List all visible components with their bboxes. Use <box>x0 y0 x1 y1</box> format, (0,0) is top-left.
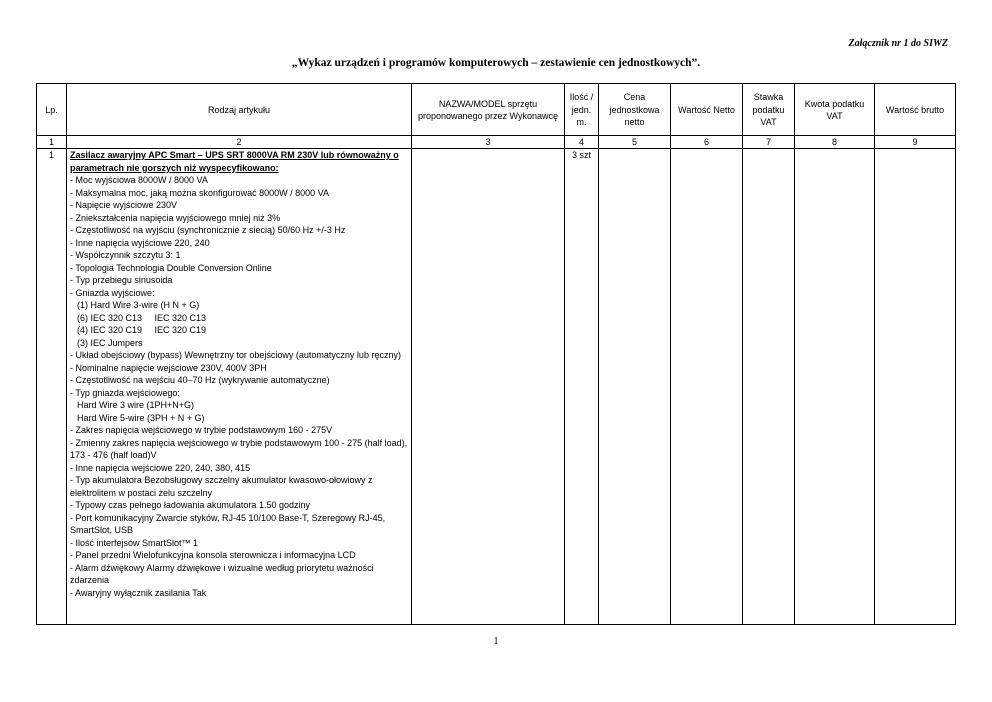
column-number: 4 <box>565 136 599 149</box>
spec-line: - Gniazda wyjściowe: <box>70 287 155 298</box>
spec-line: (3) IEC Jumpers <box>77 337 143 348</box>
annex-label: Załącznik nr 1 do SIWZ <box>848 38 948 49</box>
qty-cell: 3 szt <box>565 149 599 625</box>
column-number: 6 <box>671 136 743 149</box>
spec-line: - Typ akumulatora Bezobsługowy szczelny akumulator kwasowo-ołowiowy z elektrolitem w postaci żelu szczelny <box>70 475 373 498</box>
table-header-row <box>37 84 956 136</box>
spec-line: (6) IEC 320 C13 IEC 320 C13 <box>77 312 207 323</box>
column-number: 9 <box>875 136 956 149</box>
spec-line: - Alarm dźwiękowy Alarmy dźwiękowe i wizualne według priorytetu ważności zdarzenia <box>70 562 374 585</box>
header-net-value: Wartość Netto <box>671 84 743 136</box>
spec-line: - Nominalne napięcie wejściowe 230V, 400V 3PH <box>70 362 267 373</box>
spec-line: - Inne napięcia wejściowe 220, 240, 380, 415 <box>70 462 251 473</box>
spec-line: - Typowy czas pełnego ładowania akumulatora 1.50 godziny <box>70 500 310 510</box>
spec-line: - Awaryjny wyłącznik zasilania Tak <box>70 587 207 598</box>
column-number: 7 <box>743 136 795 149</box>
unit-price-cell[interactable] <box>599 149 671 625</box>
header-qty: Ilość / jedn. m. <box>565 84 599 136</box>
spec-line: - Maksymalna moc, jaką można skonfigurować 8000W / 8000 VA <box>70 187 329 198</box>
spec-line: - Typ gniazda wejściowego: <box>70 387 180 398</box>
item-description <box>67 149 412 625</box>
spec-line: - Topologia Technologia Double Conversion Online <box>70 262 272 273</box>
spec-line: - Zakres napięcia wejściowego w trybie podstawowym 160 - 275V <box>70 425 333 435</box>
spec-line: - Układ obejściowy (bypass) Wewnętrzny tor obejściowy (automatyczny lub ręczny) <box>70 350 401 360</box>
vat-rate-cell[interactable] <box>743 149 795 625</box>
model-cell[interactable] <box>412 149 565 625</box>
spec-line: - Częstotliwość na wyjściu (synchronicznie z siecią) 50/60 Hz +/-3 Hz <box>70 225 346 235</box>
gross-value-cell[interactable] <box>875 149 956 625</box>
row-lp: 1 <box>37 149 67 625</box>
column-number: 1 <box>37 136 67 149</box>
header-model: NAZWA/MODEL sprzętu proponowanego przez Wykonawcę <box>412 84 565 136</box>
document-title: „Wykaz urządzeń i programów komputerowych – zestawienie cen jednostkowych”. <box>291 57 701 69</box>
spec-line: - Typ przebiegu sinusoida <box>70 275 173 285</box>
spec-line: (4) IEC 320 C19 IEC 320 C19 <box>77 325 207 335</box>
net-value-cell[interactable] <box>671 149 743 625</box>
header-lp: Lp. <box>37 84 67 136</box>
vat-amount-cell[interactable] <box>795 149 875 625</box>
header-gross-value: Wartość brutto <box>875 84 956 136</box>
spec-line: - Częstotliwość na wejściu 40–70 Hz (wykrywanie automatyczne) <box>70 375 330 385</box>
spec-line: - Panel przedni Wielofunkcyjna konsola sterownicza i informacyjna LCD <box>70 550 356 560</box>
header-unit-price: Cena jednostkowa netto <box>599 84 671 136</box>
header-kind: Rodzaj artykułu <box>67 84 412 136</box>
page-number: 1 <box>493 636 499 647</box>
spec-line: (1) Hard Wire 3-wire (H N + G) <box>77 300 200 310</box>
spec-line: - Ilość interfejsów SmartSlot™ 1 <box>70 537 199 548</box>
spec-line: Hard Wire 3 wire (1PH+N+G) <box>77 400 195 410</box>
price-table <box>36 83 956 625</box>
spec-line: - Port komunikacyjny Zwarcie styków, RJ-45 10/100 Base-T, Szeregowy RJ-45, SmartSlot, USB <box>70 512 386 535</box>
item-title: Zasilacz awaryjny APC Smart – UPS SRT 8000VA RM 230V lub równoważny o parametrach nie gorszych niż wyspecyfikowano: <box>70 150 399 173</box>
spec-line: - Współczynnik szczytu 3: 1 <box>70 250 181 260</box>
spec-line: - Inne napięcia wyjściowe 220, 240 <box>70 237 210 248</box>
column-number: 2 <box>67 136 412 149</box>
column-number: 3 <box>412 136 565 149</box>
table-row <box>37 149 956 625</box>
spec-line: - Napięcie wyjściowe 230V <box>70 200 178 210</box>
spec-line: - Zmienny zakres napięcia wejściowego w trybie podstawowym 100 - 275 (half load), 173 - 476 (half load)V <box>70 437 408 460</box>
header-vat-amount: Kwota podatku VAT <box>795 84 875 136</box>
column-number: 5 <box>599 136 671 149</box>
spec-line: Hard Wire 5-wire (3PH + N + G) <box>77 412 205 423</box>
header-vat-rate: Stawka podatku VAT <box>743 84 795 136</box>
column-number: 8 <box>795 136 875 149</box>
column-number-row <box>37 136 956 149</box>
spec-line: - Moc wyjściowa 8000W / 8000 VA <box>70 175 208 185</box>
spec-line: - Zniekształcenia napięcia wyjściowego mniej niż 3% <box>70 212 281 223</box>
